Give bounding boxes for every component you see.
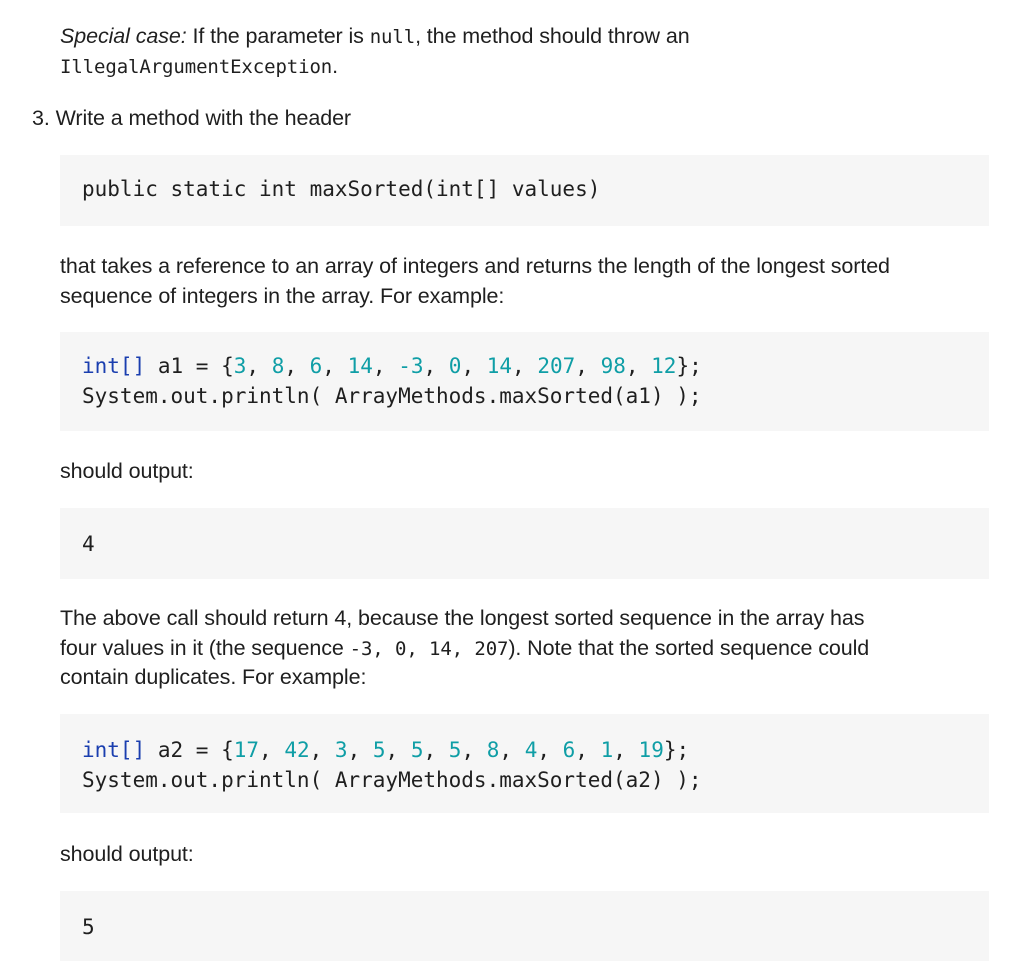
array-value: -3 (398, 354, 424, 378)
item-number: 3. (32, 106, 50, 130)
method-signature: public static int maxSorted(int[] values) (82, 177, 601, 201)
array-value: 5 (410, 738, 424, 762)
separator: , (284, 354, 310, 378)
example-2-output-value: 5 (82, 915, 95, 939)
example-1-declaration (82, 351, 702, 381)
separator: , (461, 738, 487, 762)
example-1-print-statement: System.out.println( ArrayMethods.maxSorted(a1) ); (82, 384, 702, 408)
array-value: 207 (537, 354, 576, 378)
item-header-text: Write a method with the header (55, 106, 351, 130)
separator: , (575, 738, 601, 762)
array-value: 42 (284, 738, 310, 762)
array-value: 6 (562, 738, 576, 762)
separator: , (259, 738, 285, 762)
example-2-declaration (82, 735, 689, 765)
array-value: 1 (600, 738, 614, 762)
separator: , (423, 354, 449, 378)
description-line-1: that takes a reference to an array of integers and returns the length of the longest sorted (60, 254, 890, 278)
separator: , (322, 354, 348, 378)
separator: , (347, 738, 373, 762)
example-1-output-label: should output: (60, 459, 194, 483)
separator: , (309, 738, 335, 762)
null-code: null (369, 26, 416, 48)
separator: , (385, 738, 411, 762)
type-keyword: int[] (82, 354, 146, 378)
array-value: 8 (271, 354, 285, 378)
array-value: 19 (638, 738, 664, 762)
separator: , (246, 354, 272, 378)
example-1-code-block (60, 332, 989, 431)
separator: , (461, 354, 487, 378)
array-value: 8 (486, 738, 500, 762)
decl-rest: a1 = { (145, 354, 234, 378)
sequence-code: -3, 0, 14, 207 (349, 638, 509, 660)
special-case-text: If the parameter is (186, 24, 370, 48)
signature-code-block (60, 155, 989, 226)
array-value: 5 (448, 738, 462, 762)
array-value: 5 (372, 738, 386, 762)
separator: , (575, 354, 601, 378)
separator: , (613, 738, 639, 762)
explanation-line-2 (60, 633, 869, 664)
period: . (332, 54, 339, 78)
special-case-line-2 (60, 51, 338, 82)
decl-rest: a2 = { (145, 738, 234, 762)
description-line-2: sequence of integers in the array. For example: (60, 284, 505, 308)
exception-code: IllegalArgumentException (60, 56, 333, 78)
explanation-text-after: ). Note that the sorted sequence could (508, 636, 870, 660)
explanation-line-1: The above call should return 4, because the longest sorted sequence in the array has (60, 606, 865, 630)
decl-end: }; (663, 738, 690, 762)
separator: , (625, 354, 652, 378)
item-3-heading (32, 103, 351, 133)
array-value: 14 (347, 354, 373, 378)
array-value: 0 (448, 354, 462, 378)
explanation-text: four values in it (the sequence (60, 636, 350, 660)
separator: , (537, 738, 563, 762)
array-values (234, 354, 677, 378)
array-value: 3 (334, 738, 348, 762)
special-case-line-1 (60, 21, 690, 52)
example-2-output-label: should output: (60, 842, 194, 866)
decl-end: }; (676, 354, 702, 378)
separator: , (423, 738, 449, 762)
separator: , (512, 354, 538, 378)
example-1-output-block (60, 508, 989, 579)
example-2-code-block (60, 714, 989, 813)
example-2-output-block (60, 891, 989, 961)
special-case-label: Special case: (60, 24, 187, 48)
array-value: 17 (233, 738, 260, 762)
array-value: 12 (651, 354, 677, 378)
array-values (234, 738, 664, 762)
separator: , (499, 738, 525, 762)
type-keyword: int[] (82, 738, 146, 762)
example-2-print-statement: System.out.println( ArrayMethods.maxSorted(a2) ); (82, 768, 702, 792)
array-value: 14 (486, 354, 513, 378)
separator: , (372, 354, 399, 378)
array-value: 6 (309, 354, 323, 378)
example-1-output-value: 4 (82, 532, 95, 556)
array-value: 4 (524, 738, 538, 762)
explanation-line-3: contain duplicates. For example: (60, 665, 367, 689)
array-value: 98 (600, 354, 626, 378)
array-value: 3 (233, 354, 247, 378)
special-case-text-after: , the method should throw an (415, 24, 690, 48)
